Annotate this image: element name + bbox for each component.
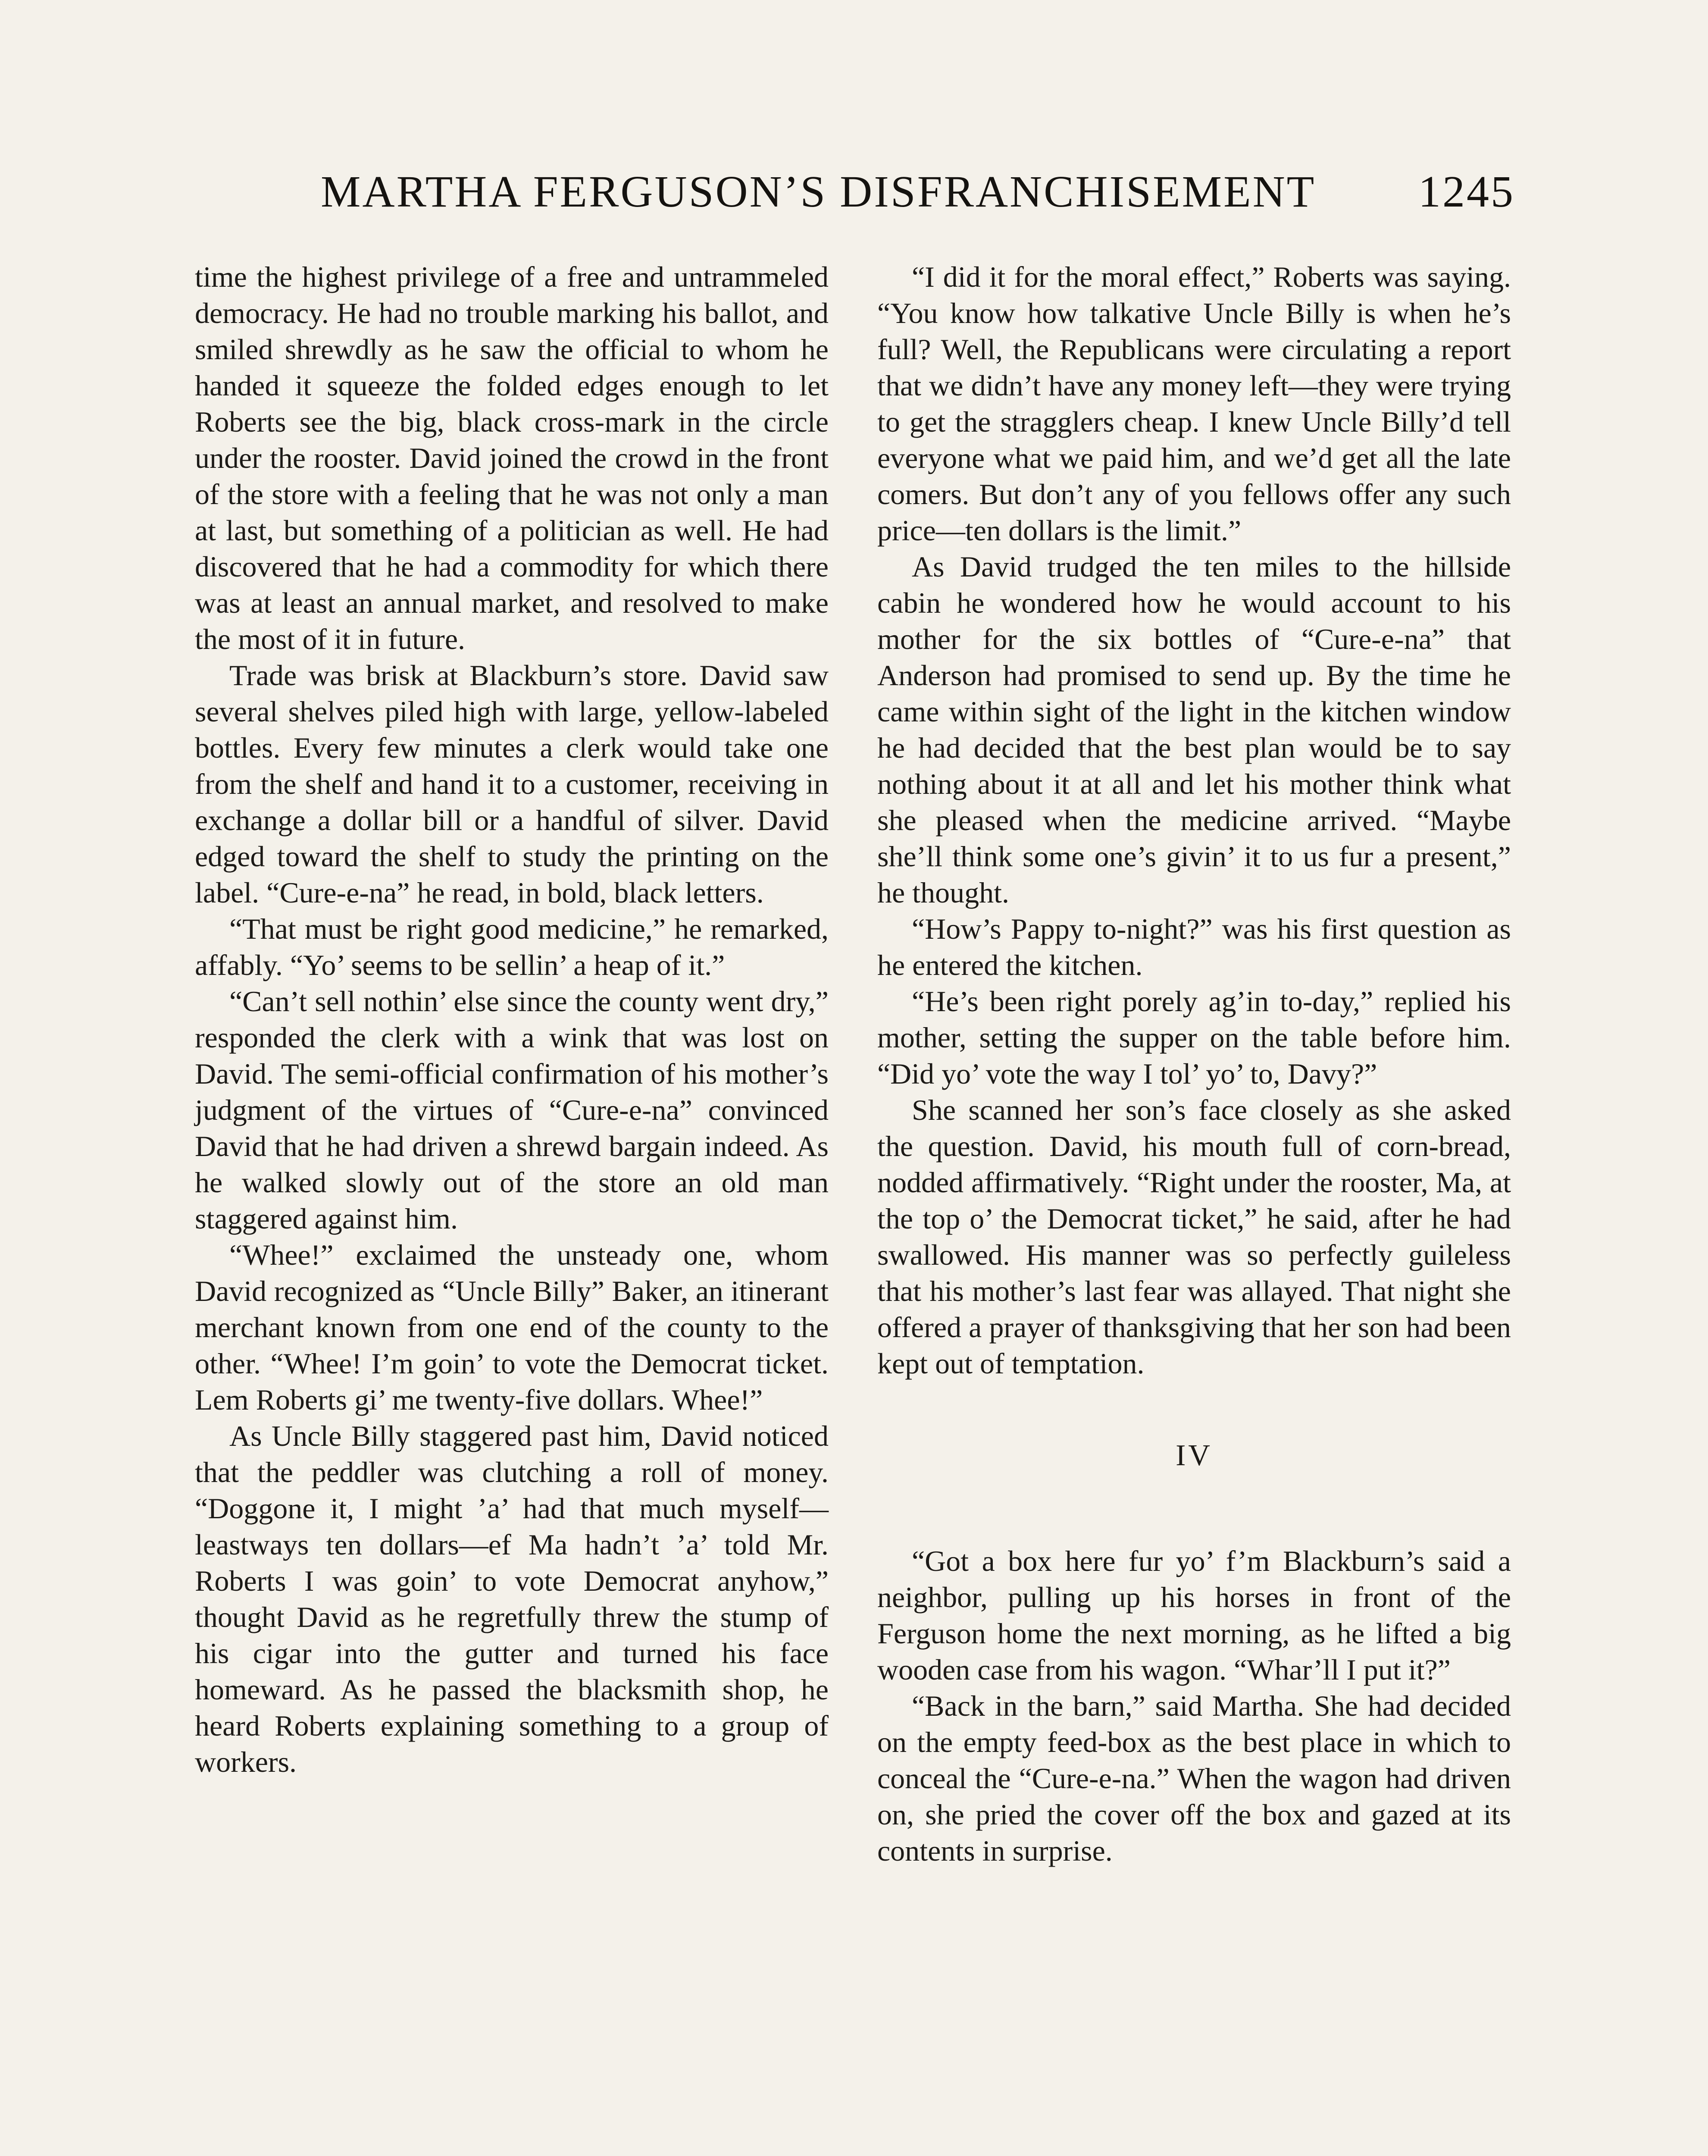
section-heading: IV <box>1176 1439 1213 1472</box>
paragraph: time the highest privilege of a free and untrammeled democracy. He had no trouble marking his ballot, and smiled shrewdly as he saw the official to whom he handed it squeeze the folded edges enough to let Roberts see the big, black cross-mark in the circle under the rooster. David joined the crowd in the front of the store with a feeling that he was not only a man at last, but something of a politician as well. He had discovered that he had a commodity for which there was at least an annual market, and resolved to make the most of it in future. <box>195 260 829 655</box>
paragraph: “Whee!” exclaimed the unsteady one, whom David recognized as “Uncle Billy” Baker, an itinerant merchant known from one end of the county to the other. “Whee! I’m goin’ to vote the Democrat ticket. Lem Roberts gi’ me twenty-five dollars. Whee!” <box>195 1238 829 1416</box>
paragraph: As David trudged the ten miles to the hillside cabin he wondered how he would account to his mother for the six bottles of “Cure-e-na” that Anderson had promised to send up. By the time he came within sight of the light in the kitchen window he had decided that the best plan would be to say nothing about it at all and let his mother think what she pleased when the medicine arrived. “Maybe she’ll think some one’s givin’ it to us fur a present,” he thought. <box>877 550 1511 909</box>
paragraph: “Back in the barn,” said Martha. She had decided on the empty feed-box as the best place in which to conceal the “Cure-e-na.” When the wagon had driven on, she pried the cover off the box and gazed at its contents in surprise. <box>877 1689 1511 1867</box>
page-number: 1245 <box>1418 167 1515 216</box>
right-column <box>877 259 1511 1869</box>
paragraph: “I did it for the moral effect,” Roberts was saying. “You know how talkative Uncle Billy is when he’s full? Well, the Republicans were circulating a report that we didn’t have any money left—they were trying to get the stragglers cheap. I knew Uncle Billy’d tell everyone what we paid him, and we’d get all the late comers. But don’t any of you fellows offer any such price—ten dollars is the limit.” <box>877 260 1511 547</box>
paragraph: Trade was brisk at Blackburn’s store. David saw several shelves piled high with large, yellow-labeled bottles. Every few minutes a clerk would take one from the shelf and hand it to a customer, receiving in exchange a dollar bill or a handful of silver. David edged toward the shelf to study the printing on the label. “Cure-e-na” he read, in bold, black letters. <box>195 659 829 909</box>
paragraph: “How’s Pappy to-night?” was his first question as he entered the kitchen. <box>877 912 1511 981</box>
paragraph: “Got a box here fur yo’ f’m Blackburn’s said a neighbor, pulling up his horses in front of the Ferguson home the next morning, as he lifted a big wooden case from his wagon. “Whar’ll I put it?” <box>877 1545 1511 1686</box>
paragraph: “He’s been right porely ag’in to-day,” replied his mother, setting the supper on the table before him. “Did yo’ vote the way I tol’ yo’ to, Davy?” <box>877 985 1511 1090</box>
left-column <box>195 259 829 1780</box>
paragraph: As Uncle Billy staggered past him, David noticed that the peddler was clutching a roll of money. “Doggone it, I might ’a’ had that much myself—leastways ten dollars—ef Ma hadn’t ’a’ told Mr. Roberts I was goin’ to vote Democrat anyhow,” thought David as he regretfully threw the stump of his cigar into the gutter and turned his face homeward. As he passed the blacksmith shop, he heard Roberts explaining something to a group of workers. <box>195 1420 829 1778</box>
paragraph: “That must be right good medicine,” he remarked, affably. “Yo’ seems to be sellin’ a heap of it.” <box>195 912 829 981</box>
paragraph: She scanned her son’s face closely as she asked the question. David, his mouth full of corn-bread, nodded affirmatively. “Right under the rooster, Ma, at the top o’ the Democrat ticket,” he said, after he had swallowed. His manner was so perfectly guileless that his mother’s last fear was allayed. That night she offered a prayer of thanksgiving that her son had been kept out of temptation. <box>877 1094 1511 1380</box>
paragraph: “Can’t sell nothin’ else since the county went dry,” responded the clerk with a wink that was lost on David. The semi-official confirmation of his mother’s judgment of the virtues of “Cure-e-na” convinced David that he had driven a shrewd bargain indeed. As he walked slowly out of the store an old man staggered against him. <box>195 985 829 1235</box>
article-title: MARTHA FERGUSON’S DISFRANCHISEMENT <box>321 167 1316 216</box>
running-header <box>321 166 1515 231</box>
